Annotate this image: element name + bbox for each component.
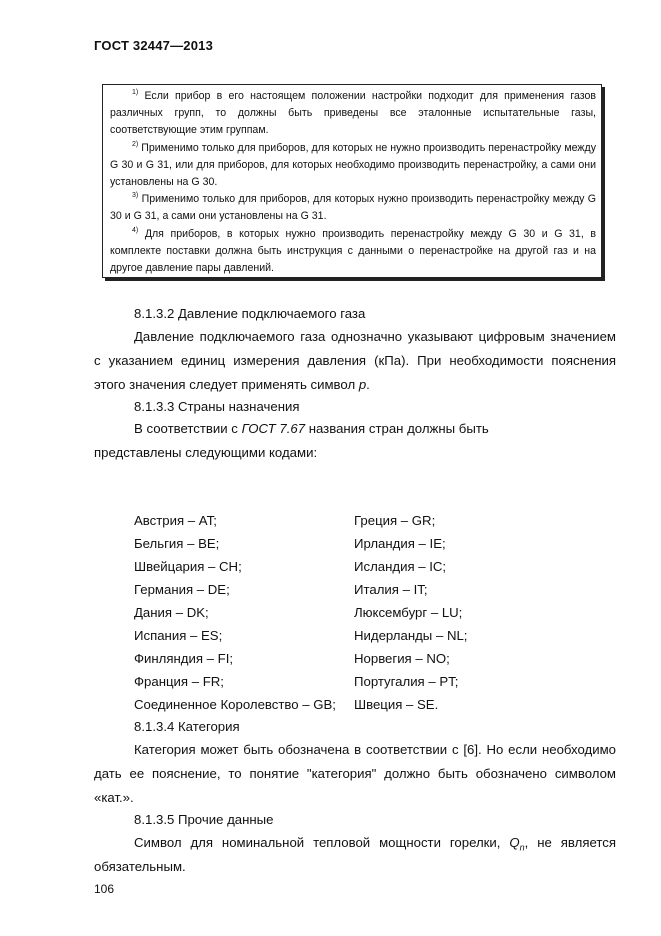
footnotes-box [102, 84, 602, 278]
country-code: Италия – IT; [354, 582, 428, 597]
country-code: Бельгия – BE; [134, 536, 220, 551]
text-run: этого значения следует применять символ [94, 377, 359, 392]
footnote-1 [110, 88, 596, 140]
paragraph-line: представлены следующими кодами: [94, 445, 318, 460]
symbol: Q [509, 835, 520, 850]
paragraph-line: Давление подключаемого газа однозначно указывают цифровым значением [134, 329, 616, 344]
paragraph-line [94, 421, 616, 436]
section-heading: 8.1.3.2 Давление подключаемого газа [134, 306, 366, 321]
country-code: Франция – FR; [134, 674, 224, 689]
page-number: 106 [94, 882, 115, 896]
country-code: Швейцария – CH; [134, 559, 242, 574]
footnote-mark: 4) [132, 226, 139, 234]
section-heading: 8.1.3.4 Категория [134, 719, 240, 734]
country-code: Германия – DE; [134, 582, 230, 597]
text-run: . [366, 377, 370, 392]
text-run: , не является [524, 835, 616, 850]
country-code: Греция – GR; [354, 513, 436, 528]
document-header: ГОСТ 32447—2013 [94, 38, 213, 53]
country-code: Ирландия – IE; [354, 536, 446, 551]
paragraph-line: «кат.». [94, 790, 134, 805]
footnote-2 [110, 140, 596, 192]
paragraph-line: дать ее пояснение, то понятие "категория" должно быть обозначено символом [94, 766, 616, 781]
footnote-mark: 1) [132, 89, 139, 96]
paragraph-line [94, 377, 616, 392]
country-code: Финляндия – FI; [134, 651, 234, 666]
text-run: Символ для номинальной тепловой мощности горелки, [134, 835, 510, 850]
country-code: Дания – DK; [134, 605, 209, 620]
country-code: Исландия – IC; [354, 559, 447, 574]
footnote-text: Для приборов, в которых нужно производить перенастройку между G 30 и G 31, в комплекте поставки должна быть инструкция с данными о перенастройке на другой газ и на другое давление пары давлений. [110, 227, 596, 275]
footnote-mark: 2) [132, 140, 139, 148]
standard-reference: ГОСТ 7.67 [241, 421, 306, 436]
footnote-3 [110, 191, 596, 225]
country-code: Швеция – SE. [354, 697, 439, 712]
paragraph-line [94, 835, 616, 853]
country-code: Испания – ES; [134, 628, 223, 643]
paragraph-line: Категория может быть обозначена в соответствии с [6]. Но если необходимо [134, 742, 616, 757]
symbol: p [358, 377, 367, 392]
country-code: Люксембург – LU; [354, 605, 463, 620]
country-code: Австрия – AT; [134, 513, 217, 528]
text-run: названия стран должны быть [305, 421, 489, 436]
text-run: В соответствии с [134, 421, 242, 436]
country-code: Норвегия – NO; [354, 651, 450, 666]
country-code: Португалия – PT; [354, 674, 459, 689]
section-heading: 8.1.3.3 Страны назначения [134, 399, 300, 414]
country-code: Нидерланды – NL; [354, 628, 468, 643]
footnote-text: Применимо только для приборов, для которых нужно производить перенастройку между G 30 и G 31, а сами они установлены на G 31. [110, 193, 596, 223]
section-heading: 8.1.3.5 Прочие данные [134, 812, 274, 827]
paragraph-line: обязательным. [94, 859, 186, 874]
footnote-text: Применимо только для приборов, для которых не нужно производить перенастройку между G 30 и G 31, или для приборов, для которых необходимо производить перенастройку, а сами они установлены на G 30. [110, 141, 596, 189]
footnote-mark: 3) [132, 192, 139, 200]
footnote-text: Если прибор в его настоящем положении настройки подходит для применения газов различных групп, то должны быть приведены все эталонные испытательные газы, соответствующие этим группам. [110, 90, 596, 137]
country-code: Соединенное Королевство – GB; [134, 697, 336, 712]
paragraph-line: с указанием единиц измерения давления (кПа). При необходимости пояснения [94, 353, 616, 368]
subscript-text: n [519, 842, 525, 853]
footnote-4 [110, 226, 596, 278]
